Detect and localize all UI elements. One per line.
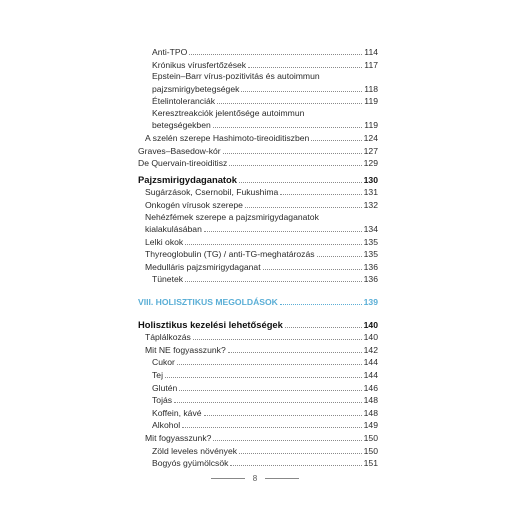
toc-page-number: 140	[363, 332, 378, 343]
toc-page-number: 117	[364, 59, 378, 70]
toc-page-number: 130	[363, 174, 378, 185]
toc-page-number: 139	[363, 297, 378, 307]
dot-leader	[174, 402, 362, 403]
dot-leader	[317, 256, 362, 257]
toc-entry[interactable]	[138, 369, 378, 382]
toc-page-number: 119	[364, 96, 378, 107]
toc-entry-label: Koffein, kávé	[152, 407, 202, 418]
toc-entry-label: Lelki okok	[145, 236, 184, 247]
toc-entry-label: Sugárzások, Csernobil, Fukushima	[145, 187, 279, 198]
toc-group-b	[138, 186, 378, 286]
toc-page-number: 119	[364, 120, 378, 131]
toc-entry-label: Medulláris pajzsmirigydaganat	[145, 261, 261, 272]
toc-page-number: 148	[363, 407, 378, 418]
chapter-heading[interactable]	[138, 296, 378, 309]
dot-leader	[189, 54, 362, 55]
toc-entry[interactable]	[138, 119, 378, 132]
page-footer	[0, 474, 510, 483]
dot-leader	[177, 364, 362, 365]
toc-entry[interactable]	[138, 236, 378, 249]
footer-rule-right	[265, 478, 299, 479]
toc-entry[interactable]	[138, 223, 378, 236]
toc-entry-label: Mit fogyasszunk?	[145, 432, 212, 443]
toc-entry[interactable]	[138, 95, 378, 108]
toc-entry[interactable]	[138, 199, 378, 212]
toc-entry-label: betegségekben	[152, 120, 211, 131]
dot-leader	[204, 231, 362, 232]
toc-page-number: 135	[363, 249, 378, 260]
dot-leader	[241, 91, 362, 92]
section-heading-pajzsmirigydaganatok[interactable]	[138, 174, 378, 187]
toc-entry[interactable]	[138, 132, 378, 145]
dot-leader	[285, 327, 362, 328]
toc-page-number: 150	[363, 445, 378, 456]
toc-entry[interactable]	[138, 356, 378, 369]
dot-leader	[204, 415, 362, 416]
dot-leader	[280, 304, 362, 305]
toc-entry-label: Holisztikus kezelési lehetőségek	[138, 318, 283, 330]
footer-rule-left	[211, 478, 245, 479]
toc-entry[interactable]	[138, 344, 378, 357]
toc-entry[interactable]	[138, 394, 378, 407]
toc-entry-label: Táplálkozás	[145, 332, 191, 343]
toc-page-number: 135	[363, 236, 378, 247]
dot-leader	[213, 127, 363, 128]
toc-entry-label: A szelén szerepe Hashimoto-tireoiditiszben	[145, 132, 310, 143]
toc-entry-label: Ételintoleranciák	[152, 96, 216, 107]
toc-page-number: 144	[363, 369, 378, 380]
toc-entry-label: Bogyós gyümölcsök	[152, 458, 229, 469]
toc-entry-label: Tünetek	[152, 274, 184, 285]
dot-leader	[213, 440, 361, 441]
toc-page-number: 146	[363, 382, 378, 393]
dot-leader	[185, 244, 361, 245]
toc-page-number: 150	[363, 432, 378, 443]
dot-leader	[217, 103, 362, 104]
toc-entry-continued	[138, 212, 378, 224]
toc-entry[interactable]	[138, 248, 378, 261]
dot-leader	[228, 352, 362, 353]
toc-page-number: 129	[363, 158, 378, 169]
toc-page-number: 136	[363, 274, 378, 285]
toc-entry[interactable]	[138, 331, 378, 344]
toc-group-c	[138, 331, 378, 470]
toc-entry-label: De Quervain-tireoiditisz	[138, 158, 228, 169]
toc-entry[interactable]	[138, 145, 378, 158]
toc-entry[interactable]	[138, 46, 378, 59]
table-of-contents	[138, 46, 378, 470]
dot-leader	[165, 377, 362, 378]
toc-page-number: 127	[363, 145, 378, 156]
toc-entry-label: Tej	[152, 369, 163, 380]
toc-entry[interactable]	[138, 261, 378, 274]
toc-entry-label: kialakulásában	[145, 224, 202, 235]
toc-entry[interactable]	[138, 83, 378, 96]
dot-leader	[185, 281, 362, 282]
toc-entry-label: Epstein–Barr vírus-pozitivitás és autoimmun	[152, 71, 320, 82]
dot-leader	[179, 390, 361, 391]
toc-page-number: 124	[363, 132, 378, 143]
toc-entry-label: Cukor	[152, 357, 175, 368]
toc-entry-label: Zöld leveles növények	[152, 445, 238, 456]
toc-entry[interactable]	[138, 273, 378, 286]
toc-entry[interactable]	[138, 157, 378, 170]
toc-page-number: 144	[363, 357, 378, 368]
toc-entry[interactable]	[138, 457, 378, 470]
toc-entry[interactable]	[138, 419, 378, 432]
toc-entry-continued	[138, 108, 378, 120]
toc-entry-label: Alkohol	[152, 420, 181, 431]
toc-entry[interactable]	[138, 59, 378, 72]
toc-page-number: 136	[363, 261, 378, 272]
toc-entry[interactable]	[138, 407, 378, 420]
dot-leader	[229, 165, 361, 166]
toc-page-number: 151	[363, 458, 378, 469]
section-heading-holisztikus[interactable]	[138, 319, 378, 332]
toc-entry[interactable]	[138, 382, 378, 395]
toc-entry-label: Thyreoglobulin (TG) / anti-TG-meghatározás	[145, 249, 315, 260]
toc-page-number: 118	[364, 83, 378, 94]
dot-leader	[239, 453, 362, 454]
toc-page-number: 140	[363, 319, 378, 330]
toc-entry-label: Tojás	[152, 395, 173, 406]
toc-page-number: 131	[363, 187, 378, 198]
toc-entry-label: Anti-TPO	[152, 47, 188, 57]
toc-page-number: 142	[363, 344, 378, 355]
dot-leader	[193, 339, 362, 340]
toc-entry-label: Krónikus vírusfertőzések	[152, 59, 247, 70]
toc-entry[interactable]	[138, 445, 378, 458]
toc-entry-label: Graves–Basedow-kór	[138, 145, 221, 156]
toc-entry-label: Nehézfémek szerepe a pajzsmirigydaganatok	[145, 211, 319, 222]
toc-page-number: 148	[363, 395, 378, 406]
page-number: 8	[252, 474, 258, 483]
toc-entry-label: Onkogén vírusok szerepe	[145, 199, 243, 210]
dot-leader	[245, 207, 362, 208]
toc-entry[interactable]	[138, 432, 378, 445]
dot-leader	[280, 194, 361, 195]
toc-page-number: 149	[363, 420, 378, 431]
dot-leader	[230, 465, 361, 466]
toc-entry-label: VIII. HOLISZTIKUS MEGOLDÁSOK	[138, 297, 278, 307]
toc-page-number: 134	[363, 224, 378, 235]
toc-page-number: 132	[363, 199, 378, 210]
dot-leader	[311, 140, 361, 141]
dot-leader	[239, 182, 362, 183]
toc-entry-label: Pajzsmirigydaganatok	[138, 173, 237, 185]
toc-group-a	[138, 46, 378, 170]
dot-leader	[263, 269, 362, 270]
dot-leader	[223, 153, 362, 154]
dot-leader	[248, 67, 362, 68]
dot-leader	[182, 427, 361, 428]
toc-entry-label: Mit NE fogyasszunk?	[145, 344, 226, 355]
toc-entry-label: Glutén	[152, 382, 178, 393]
toc-entry[interactable]	[138, 186, 378, 199]
toc-page-number: 114	[364, 47, 378, 57]
toc-entry-continued	[138, 71, 378, 83]
toc-entry-label: Keresztreakciók jelentősége autoimmun	[152, 107, 305, 118]
toc-entry-label: pajzsmirigybetegségek	[152, 83, 240, 94]
